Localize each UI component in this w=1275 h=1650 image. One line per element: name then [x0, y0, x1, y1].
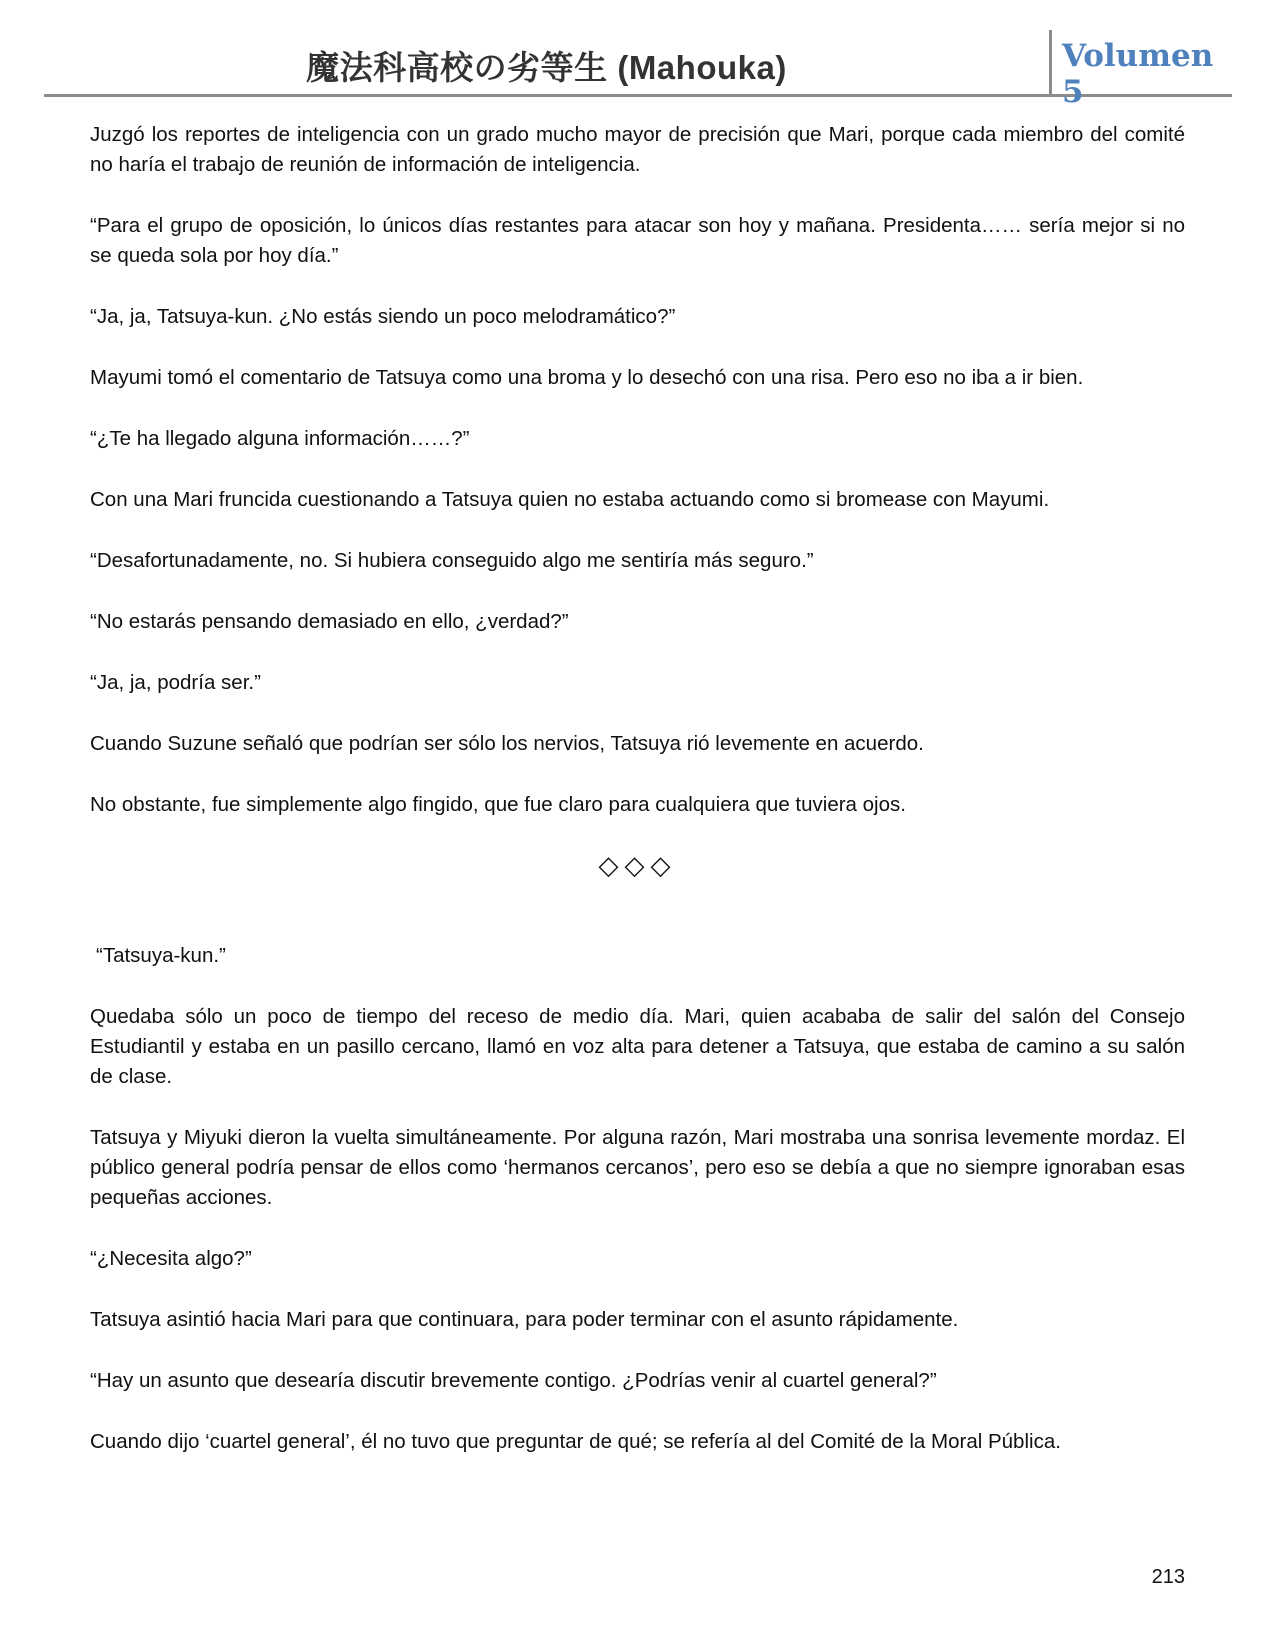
scene-separator: ◇◇◇ [598, 851, 677, 881]
paragraph: Tatsuya asintió hacia Mari para que continuara, para poder terminar con el asunto rápidamente. [90, 1308, 959, 1331]
paragraph: Juzgó los reportes de inteligencia con un grado mucho mayor de precisión que Mari, porque cada miembro del comité no haría el trabajo de reunión de información de inteligencia. [90, 123, 1185, 176]
paragraph: Quedaba sólo un poco de tiempo del receso de medio día. Mari, quien acababa de salir del salón del Consejo Estudiantil y estaba en un pasillo cercano, llamó en voz alta para detener a Tatsuya, que estaba de camino a su salón de clase. [90, 1005, 1185, 1088]
book-title: 魔法科高校の劣等生 (Mahouka) [306, 49, 787, 86]
page-content [90, 120, 1185, 1488]
paragraph: Cuando Suzune señaló que podrían ser sólo los nervios, Tatsuya rió levemente en acuerdo. [90, 732, 924, 755]
paragraph: “Desafortunadamente, no. Si hubiera conseguido algo me sentiría más seguro.” [90, 549, 814, 572]
volume-label: Volumen 5 [1062, 38, 1214, 110]
paragraph: “Ja, ja, Tatsuya-kun. ¿No estás siendo un poco melodramático?” [90, 305, 676, 328]
paragraph: “No estarás pensando demasiado en ello, ¿verdad?” [90, 610, 569, 633]
page-header [44, 28, 1232, 110]
paragraph: “¿Necesita algo?” [90, 1247, 252, 1270]
paragraph: “Para el grupo de oposición, lo únicos días restantes para atacar son hoy y mañana. Presidenta…… sería mejor si no se queda sola por hoy día.” [90, 214, 1185, 267]
paragraph: Cuando dijo ‘cuartel general’, él no tuvo que preguntar de qué; se refería al del Comité de la Moral Pública. [90, 1430, 1061, 1453]
paragraph: Mayumi tomó el comentario de Tatsuya como una broma y lo desechó con una risa. Pero eso no iba a ir bien. [90, 366, 1084, 389]
paragraph: No obstante, fue simplemente algo fingido, que fue claro para cualquiera que tuviera ojos. [90, 793, 906, 816]
paragraph: Tatsuya y Miyuki dieron la vuelta simultáneamente. Por alguna razón, Mari mostraba una sonrisa levemente mordaz. El público general podría pensar de ellos como ‘hermanos cercanos’, pero eso se debía a que no siempre ignoraban esas pequeñas acciones. [90, 1126, 1185, 1209]
paragraph: “Hay un asunto que desearía discutir brevemente contigo. ¿Podrías venir al cuartel general?” [90, 1369, 937, 1392]
paragraph: “¿Te ha llegado alguna información……?” [90, 427, 470, 450]
header-divider [1049, 30, 1052, 94]
paragraph: “Ja, ja, podría ser.” [90, 671, 261, 694]
paragraph: Con una Mari fruncida cuestionando a Tatsuya quien no estaba actuando como si bromease con Mayumi. [90, 488, 1050, 511]
page-number: 213 [1151, 1566, 1185, 1588]
paragraph: “Tatsuya-kun.” [96, 944, 226, 967]
